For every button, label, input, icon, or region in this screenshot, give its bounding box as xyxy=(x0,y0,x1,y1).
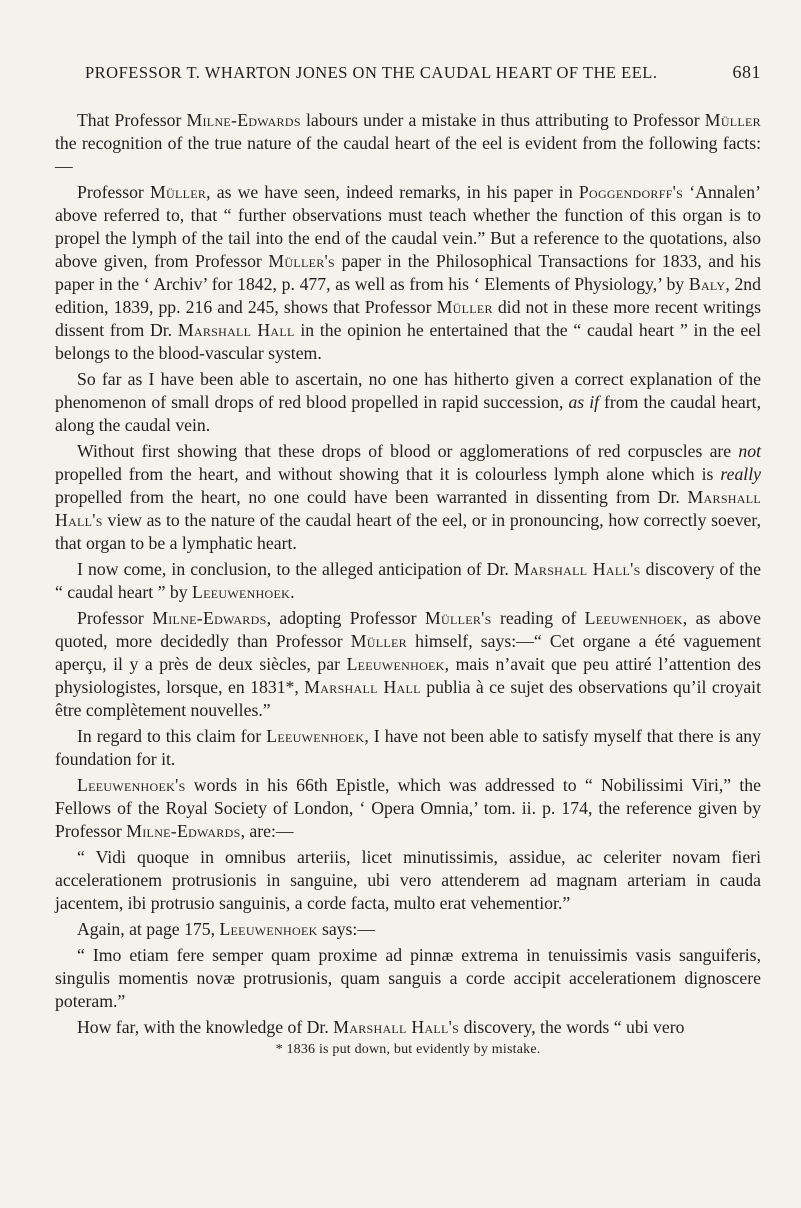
paragraph: Without first showing that these drops of blood or agglomerations of red corpuscles are not propelled from the heart, and without showing that it is colourless lymph alone which is really propelled from the heart, no one could have been warranted in dissenting from Dr. Marshall Hall's view as to the nature of the caudal heart of the eel, or in pronouncing, how correctly soever, that organ to be a lymphatic heart. xyxy=(55,441,761,553)
small-caps-name: Leeuwenhoek xyxy=(584,608,683,628)
paragraph: Again, at page 175, Leeuwenhoek says:— xyxy=(77,919,376,939)
body-text xyxy=(55,109,761,1039)
paragraph: Leeuwenhoek's words in his 66th Epistle, which was addressed to “ Nobilissimi Viri,” the Fellows of the Royal Society of London, ‘ Opera Omnia,’ tom. ii. p. 174, the reference given by Professor Milne-Edwards, are:— xyxy=(55,775,761,841)
small-caps-name: Milne-Edwards xyxy=(186,110,301,130)
paragraph: In regard to this claim for Leeuwenhoek, I have not been able to satisfy myself that there is any foundation for it. xyxy=(55,726,761,769)
small-caps-name: Marshall Hall's xyxy=(333,1017,460,1037)
small-caps-name: Leeuwenhoek's xyxy=(77,775,186,795)
running-head xyxy=(55,62,761,83)
paragraph: I now come, in conclusion, to the alleged anticipation of Dr. Marshall Hall's discovery of the “ caudal heart ” by Leeuwenhoek. xyxy=(55,559,761,602)
footnote: * 1836 is put down, but evidently by mistake. xyxy=(275,1042,541,1057)
small-caps-name: Marshall Hall's xyxy=(55,487,761,530)
small-caps-name: Baly xyxy=(688,274,726,294)
small-caps-name: Marshall Hall's xyxy=(513,559,641,579)
latin-quotation: “ Vidi quoque in omnibus arteriis, licet minutissimis, assidue, ac celeriter novam fieri accelerationem protrusionis in sanguine, ubi vero attenderem ad magnam arteriam in cauda jacentem, ibi protrusio sanguinis, a corde facta, multo erat vehementior.” xyxy=(55,847,761,913)
small-caps-name: Milne-Edwards xyxy=(126,821,241,841)
latin-quotation: “ Imo etiam fere semper quam proxime ad pinnæ extrema in tenuissimis vasis sanguiferis, singulis momentis novæ protrusionis, quam sanguis a corde accipit accelerationem dignoscere poteram.” xyxy=(55,945,761,1011)
italic-emphasis: not xyxy=(738,441,761,461)
paragraph: How far, with the knowledge of Dr. Marshall Hall's discovery, the words “ ubi vero xyxy=(77,1017,685,1037)
small-caps-name: Müller's xyxy=(268,251,336,271)
small-caps-name: Milne-Edwards xyxy=(152,608,267,628)
paragraph: Professor Milne-Edwards, adopting Professor Müller's reading of Leeuwenhoek, as above quoted, more decidedly than Professor Müller himself, says:—“ Cet organe a été vaguement aperçu, il y a près de deux siècles, par Leeuwenhoek, mais n’avait que peu attiré l’attention des physiologistes, lorsque, en 1831*, Marshall Hall publia à ce sujet des observations qu’il croyait être complètement nouvelles.” xyxy=(55,608,762,720)
small-caps-name: Poggendorff's xyxy=(578,182,684,202)
paragraph: That Professor Milne-Edwards labours under a mistake in thus attributing to Professor Müller the recognition of the true nature of the caudal heart of the eel is evident from the following facts:— xyxy=(55,110,761,176)
small-caps-name: Leeuwenhoek xyxy=(266,726,365,746)
small-caps-name: Marshall Hall xyxy=(304,677,421,697)
small-caps-name: Müller's xyxy=(424,608,492,628)
paragraph: Professor Müller, as we have seen, indeed remarks, in his paper in Poggendorff's ‘Annalen’ above referred to, that “ further observations must teach whether the function of this organ is to propel the lymph of the tail into the end of the caudal vein.” But a reference to the quotations, also above given, from Professor Müller's paper in the Philosophical Transactions for 1833, and his paper in the ‘ Archiv’ for 1842, p. 477, as well as from his ‘ Elements of Physiology,’ by Baly, 2nd edition, 1839, pp. 216 and 245, shows that Professor Müller did not in these more recent writings dissent from Dr. Marshall Hall in the opinion he entertained that the “ caudal heart ” in the eel belongs to the blood-vascular system. xyxy=(55,182,762,363)
small-caps-name: Leeuwenhoek xyxy=(346,654,445,674)
small-caps-name: Müller xyxy=(436,297,493,317)
running-title: PROFESSOR T. WHARTON JONES ON THE CAUDAL HEART OF THE EEL. xyxy=(85,63,658,82)
small-caps-name: Leeuwenhoek xyxy=(192,582,291,602)
small-caps-name: Leeuwenhoek xyxy=(219,919,318,939)
italic-emphasis: as if xyxy=(568,392,600,412)
italic-emphasis: really xyxy=(720,464,761,484)
paragraph: So far as I have been able to ascertain, no one has hitherto given a correct explanation of the phenomenon of small drops of red blood propelled in rapid succession, as if from the caudal heart, along the caudal vein. xyxy=(55,369,762,435)
page-number: 681 xyxy=(732,62,761,82)
small-caps-name: Müller xyxy=(350,631,407,651)
small-caps-name: Müller xyxy=(149,182,207,202)
small-caps-name: Marshall Hall xyxy=(177,320,295,340)
small-caps-name: Müller xyxy=(704,110,761,130)
